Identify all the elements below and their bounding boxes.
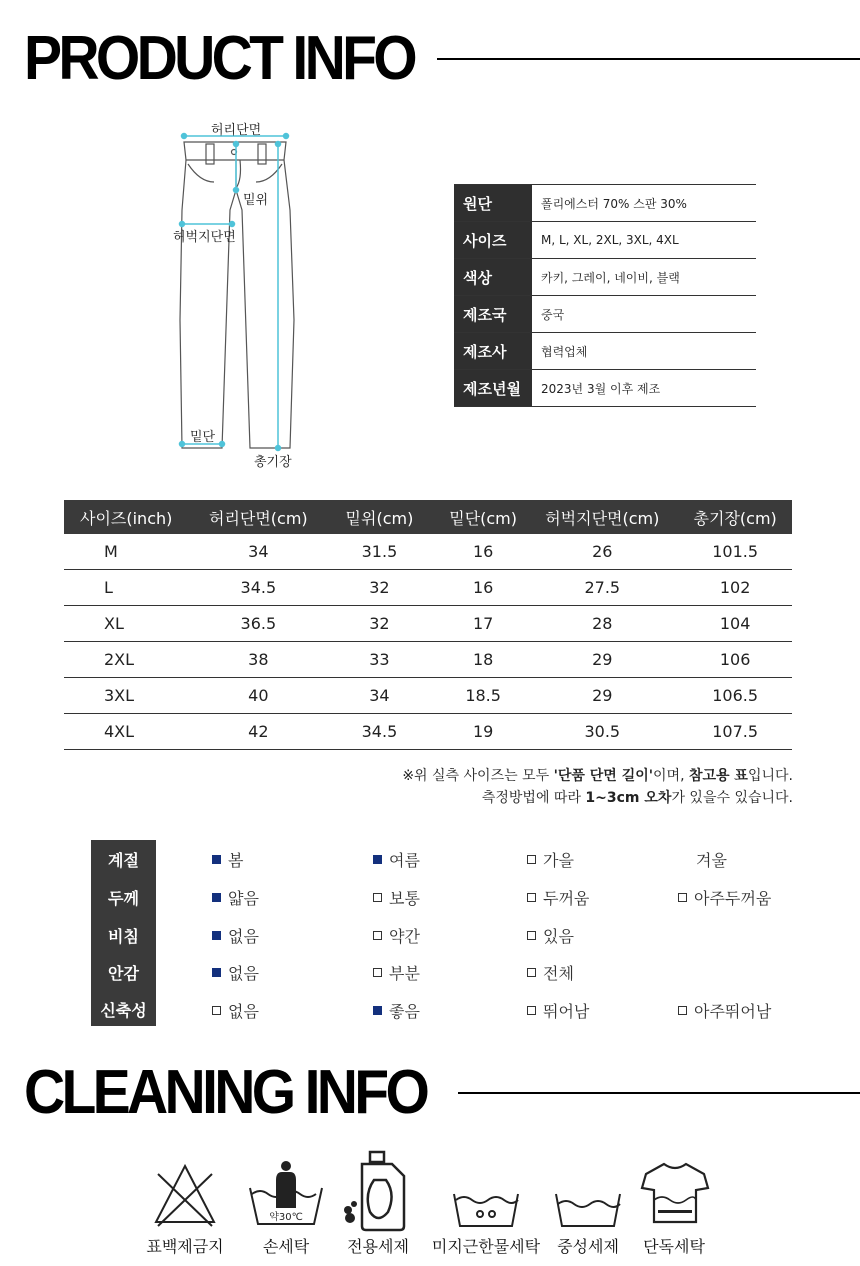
attribute-option-label: 가을 (543, 851, 574, 870)
no-bleach-icon (150, 1160, 220, 1230)
attribute-option (373, 924, 420, 947)
attribute-option-label: 뛰어남 (543, 1002, 590, 1021)
empty-box-icon (678, 893, 687, 902)
label-hem: 밑단 (190, 430, 216, 445)
attribute-option-label: 전체 (543, 964, 574, 983)
header-length: 총기장(cm) (678, 500, 792, 534)
attribute-option-label: 두꺼움 (543, 889, 590, 908)
measure-note-2 (482, 787, 793, 807)
note-bold: 1~3cm 오차 (585, 790, 672, 806)
attribute-option-label: 없음 (228, 964, 259, 983)
cell: 30.5 (526, 714, 678, 750)
empty-box-icon (373, 931, 382, 940)
cell: 34.5 (319, 714, 440, 750)
attr-key-thickness: 두께 (108, 889, 139, 908)
spec-value: 2023년 3월 이후 제조 (541, 381, 661, 396)
table-row (64, 714, 792, 750)
header-hem: 밑단(cm) (440, 500, 526, 534)
attribute-option (678, 999, 771, 1022)
attribute-option (527, 848, 574, 871)
cell: 40 (198, 678, 319, 714)
cell: 106 (678, 642, 792, 678)
cell: 18.5 (440, 678, 526, 714)
spec-row (454, 222, 756, 259)
empty-box-icon (527, 855, 536, 864)
attribute-option-label: 아주뛰어남 (694, 1002, 772, 1021)
spec-row (454, 259, 756, 296)
checked-box-icon (373, 855, 382, 864)
table-row (64, 678, 792, 714)
cell: 27.5 (526, 570, 678, 606)
cell: 34.5 (198, 570, 319, 606)
attribute-key-column (91, 840, 156, 1026)
spec-key: 원단 (454, 185, 532, 221)
cell: 16 (440, 570, 526, 606)
product-heading-rule (437, 58, 860, 60)
attribute-option-label: 봄 (228, 851, 244, 870)
empty-box-icon (373, 893, 382, 902)
spec-key: 제조국 (454, 296, 532, 332)
checked-box-icon (212, 968, 221, 977)
temp-label: 약30℃ (269, 1212, 303, 1223)
cell: 16 (440, 534, 526, 570)
attribute-option (373, 999, 420, 1022)
cell: 42 (198, 714, 319, 750)
size-table-header (64, 500, 792, 534)
care-label-no-bleach: 표백제금지 (146, 1237, 224, 1256)
attr-key-lining: 안감 (108, 964, 139, 983)
cell: 34 (198, 534, 319, 570)
empty-box-icon (678, 1006, 687, 1015)
empty-box-icon (212, 1006, 221, 1015)
attribute-option (212, 961, 259, 984)
spec-key: 제조년월 (454, 370, 532, 406)
size-table (64, 500, 792, 750)
product-info-heading: PRODUCT INFO (24, 24, 414, 93)
cell: 31.5 (319, 534, 440, 570)
checked-box-icon (373, 1006, 382, 1015)
cell: 36.5 (198, 606, 319, 642)
cell: 32 (319, 606, 440, 642)
attribute-option (212, 924, 259, 947)
cleaning-heading-rule (458, 1092, 860, 1094)
attribute-option (527, 924, 574, 947)
cell: 104 (678, 606, 792, 642)
attribute-option (527, 961, 574, 984)
cell: 29 (526, 678, 678, 714)
attr-key-season: 계절 (108, 851, 139, 870)
header-size: 사이즈(inch) (64, 500, 198, 534)
attr-key-stretch: 신축성 (100, 1001, 147, 1020)
cell: 2XL (64, 642, 198, 678)
cleaning-info-heading: CLEANING INFO (24, 1058, 427, 1127)
attribute-option-label: 아주두꺼움 (694, 889, 772, 908)
cell: 3XL (64, 678, 198, 714)
spec-value: 협력업체 (541, 344, 588, 359)
cell: 102 (678, 570, 792, 606)
label-thigh: 허벅지단면 (173, 230, 236, 245)
attribute-option (373, 961, 420, 984)
table-row (64, 534, 792, 570)
note-text: 가 있을수 있습니다. (671, 790, 793, 806)
spec-row (454, 370, 756, 407)
empty-box-icon (373, 968, 382, 977)
attribute-option-label: 없음 (228, 927, 259, 946)
attribute-option (212, 999, 259, 1022)
empty-box-icon (527, 893, 536, 902)
label-waist: 허리단면 (211, 123, 262, 138)
attribute-option (678, 886, 771, 909)
cell: 29 (526, 642, 678, 678)
empty-box-icon (527, 1006, 536, 1015)
cell: 106.5 (678, 678, 792, 714)
spec-row (454, 296, 756, 333)
spec-table (454, 184, 756, 407)
cell: 26 (526, 534, 678, 570)
attribute-option (373, 848, 420, 871)
label-length: 총기장 (254, 455, 292, 470)
cell: M (64, 534, 198, 570)
attribute-option (212, 848, 243, 871)
cell: XL (64, 606, 198, 642)
cell: 32 (319, 570, 440, 606)
hand-wash-icon (246, 1160, 326, 1230)
spec-row (454, 333, 756, 370)
care-label-hand-wash: 손세탁 (262, 1237, 310, 1256)
cell: 38 (198, 642, 319, 678)
care-label-detergent: 전용세제 (347, 1237, 409, 1256)
empty-box-icon (527, 968, 536, 977)
attribute-option (696, 848, 727, 871)
note-text: 입니다. (747, 768, 793, 784)
note-bold: '단품 단면 길이' (553, 768, 654, 784)
care-label-separate: 단독세탁 (643, 1237, 705, 1256)
checked-box-icon (212, 931, 221, 940)
spec-row (454, 185, 756, 222)
header-waist: 허리단면(cm) (198, 500, 319, 534)
spec-key: 색상 (454, 259, 532, 295)
attr-key-sheer: 비침 (108, 927, 139, 946)
spec-key: 사이즈 (454, 222, 532, 258)
spec-value: 카키, 그레이, 네이비, 블랙 (541, 270, 680, 285)
attribute-option-label: 얇음 (228, 889, 259, 908)
header-thigh: 허벅지단면(cm) (526, 500, 678, 534)
attribute-option-label: 약간 (389, 927, 420, 946)
attribute-option-label: 보통 (389, 889, 420, 908)
attribute-option-label: 여름 (389, 851, 420, 870)
attribute-option-label: 부분 (389, 964, 420, 983)
lukewarm-wash-icon (450, 1190, 522, 1230)
cell: 4XL (64, 714, 198, 750)
attribute-option (212, 886, 259, 909)
label-rise: 밑위 (243, 193, 269, 208)
attribute-option-label: 좋음 (389, 1002, 420, 1021)
cell: 28 (526, 606, 678, 642)
cell: 19 (440, 714, 526, 750)
attribute-option (527, 999, 589, 1022)
note-bold: 참고용 표 (688, 768, 748, 784)
cell: 17 (440, 606, 526, 642)
detergent-bottle-icon (340, 1150, 412, 1232)
neutral-detergent-icon (552, 1190, 624, 1230)
cell: 101.5 (678, 534, 792, 570)
empty-box-icon (527, 931, 536, 940)
spec-value: M, L, XL, 2XL, 3XL, 4XL (541, 233, 679, 247)
cell: 107.5 (678, 714, 792, 750)
cell: 18 (440, 642, 526, 678)
care-label-neutral: 중성세제 (557, 1237, 619, 1256)
care-label-lukewarm: 미지근한물세탁 (431, 1237, 541, 1256)
spec-key: 제조사 (454, 333, 532, 369)
pants-diagram (170, 130, 310, 460)
separate-wash-icon (640, 1160, 710, 1226)
checked-box-icon (212, 855, 221, 864)
attribute-option (527, 886, 589, 909)
table-row (64, 570, 792, 606)
checked-box-icon (212, 893, 221, 902)
cell: 34 (319, 678, 440, 714)
spec-value: 중국 (541, 307, 565, 322)
attribute-option (373, 886, 420, 909)
cell: L (64, 570, 198, 606)
header-rise: 밑위(cm) (319, 500, 440, 534)
note-text: 측정방법에 따라 (481, 790, 586, 806)
attribute-option-label: 겨울 (696, 851, 727, 870)
table-row (64, 606, 792, 642)
measure-note-1 (402, 765, 793, 785)
attribute-option-label: 없음 (228, 1002, 259, 1021)
note-text: 이며, (653, 768, 689, 784)
spec-value: 폴리에스터 70% 스판 30% (541, 196, 687, 211)
attribute-option-label: 있음 (543, 927, 574, 946)
cell: 33 (319, 642, 440, 678)
note-text: ※위 실측 사이즈는 모두 (402, 768, 554, 784)
table-row (64, 642, 792, 678)
